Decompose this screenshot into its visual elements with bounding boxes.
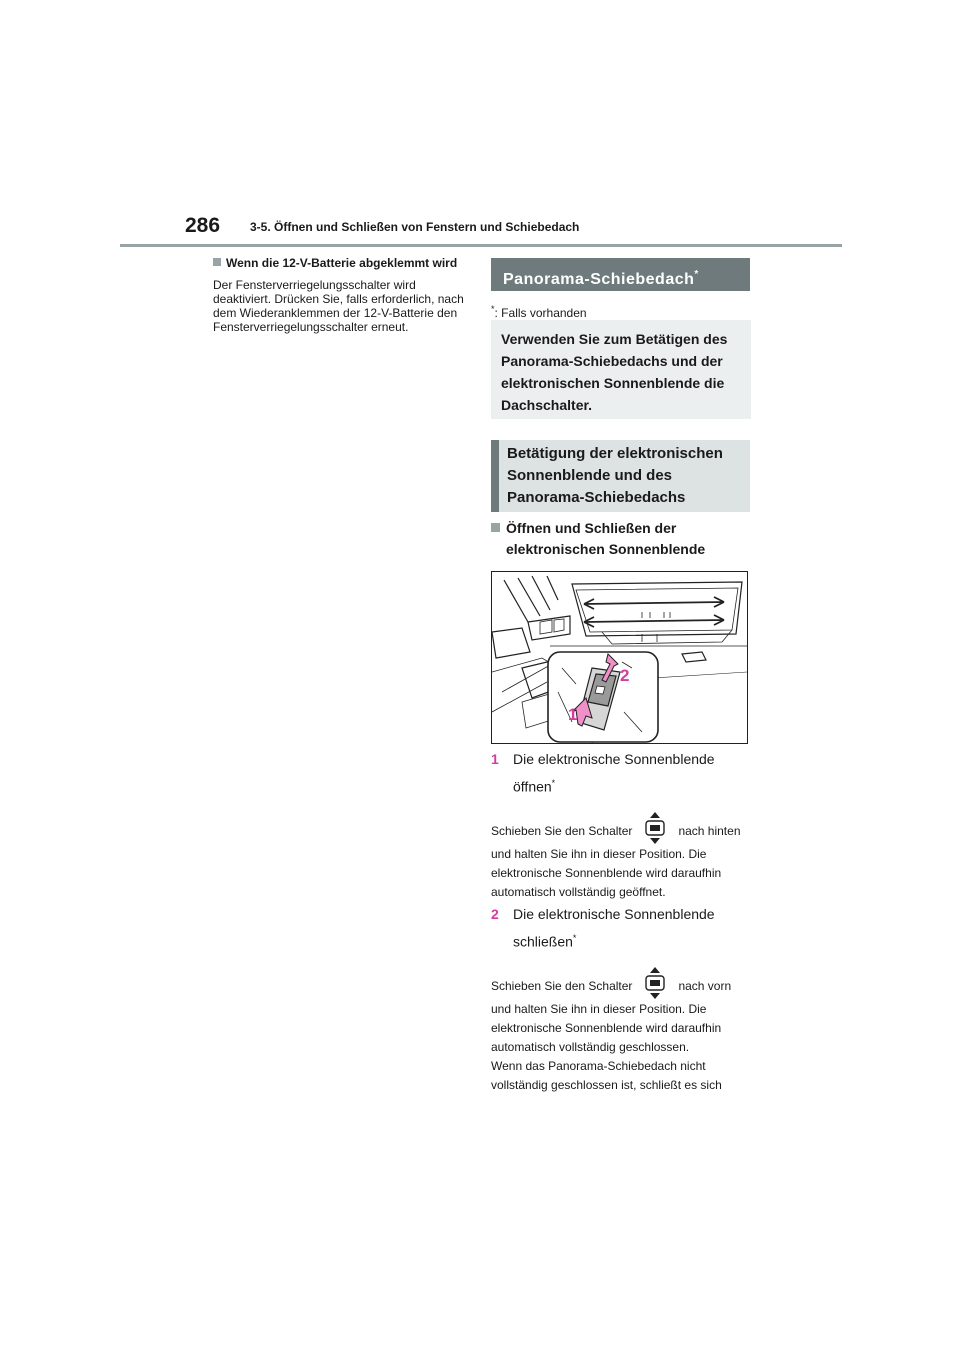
section-title: 3-5. Öffnen und Schließen von Fenstern und Schiebedach bbox=[250, 220, 580, 234]
closing-text: Wenn das Panorama-Schiebedach nicht vollständig geschlossen ist, schließt es sich bbox=[491, 1059, 722, 1092]
step-1-title: 1 Die elektronische Sonnenblende öffnen* bbox=[491, 751, 715, 795]
figure-label-2: 2 bbox=[620, 666, 630, 685]
page-number: 286 bbox=[185, 214, 221, 237]
roof-switch-illustration bbox=[492, 572, 747, 743]
main-banner: Panorama-Schiebedach* bbox=[491, 258, 750, 291]
footnote: *: Falls vorhanden bbox=[491, 304, 587, 320]
left-column bbox=[213, 254, 465, 334]
roof-switch-icon bbox=[640, 811, 670, 845]
roof-illustration bbox=[491, 571, 748, 744]
figure-label-1: 1 bbox=[568, 705, 578, 724]
sunshade-heading: Öffnen und Schließen der elektronischen Sonnenblende bbox=[491, 518, 751, 560]
step-2-title: 2 Die elektronische Sonnenblende schließen* bbox=[491, 906, 715, 950]
battery-body: Der Fensterverriegelungsschalter wird deaktiviert. Drücken Sie, falls erforderlich, nach dem Wiederanklemmen der 12-V-Batterie den Fensterverriegelungsschalter erneut. bbox=[213, 278, 464, 334]
header-rule bbox=[120, 244, 842, 247]
square-bullet-icon bbox=[491, 523, 500, 532]
intro-box: Verwenden Sie zum Betätigen des Panorama-Schiebedachs und der elektronischen Sonnenblende die Dachschalter. bbox=[491, 320, 751, 419]
step-1-body: Schieben Sie den Schalter nach hinten und halten Sie ihn in dieser Position. Die elektronische Sonnenblende wird daraufhin automatisch vollständig geöffnet. bbox=[491, 811, 751, 902]
battery-heading: Wenn die 12-V-Batterie abgeklemmt wird bbox=[213, 256, 465, 270]
roof-switch-icon bbox=[640, 966, 670, 1000]
step-2-body: Schieben Sie den Schalter nach vorn und halten Sie ihn in dieser Position. Die elektronische Sonnenblende wird daraufhin automatisch vollständig geschlossen. bbox=[491, 966, 751, 1057]
sub-banner: Betätigung der elektronischen Sonnenblende und des Panorama-Schiebedachs bbox=[491, 440, 750, 512]
square-bullet-icon bbox=[213, 258, 221, 266]
